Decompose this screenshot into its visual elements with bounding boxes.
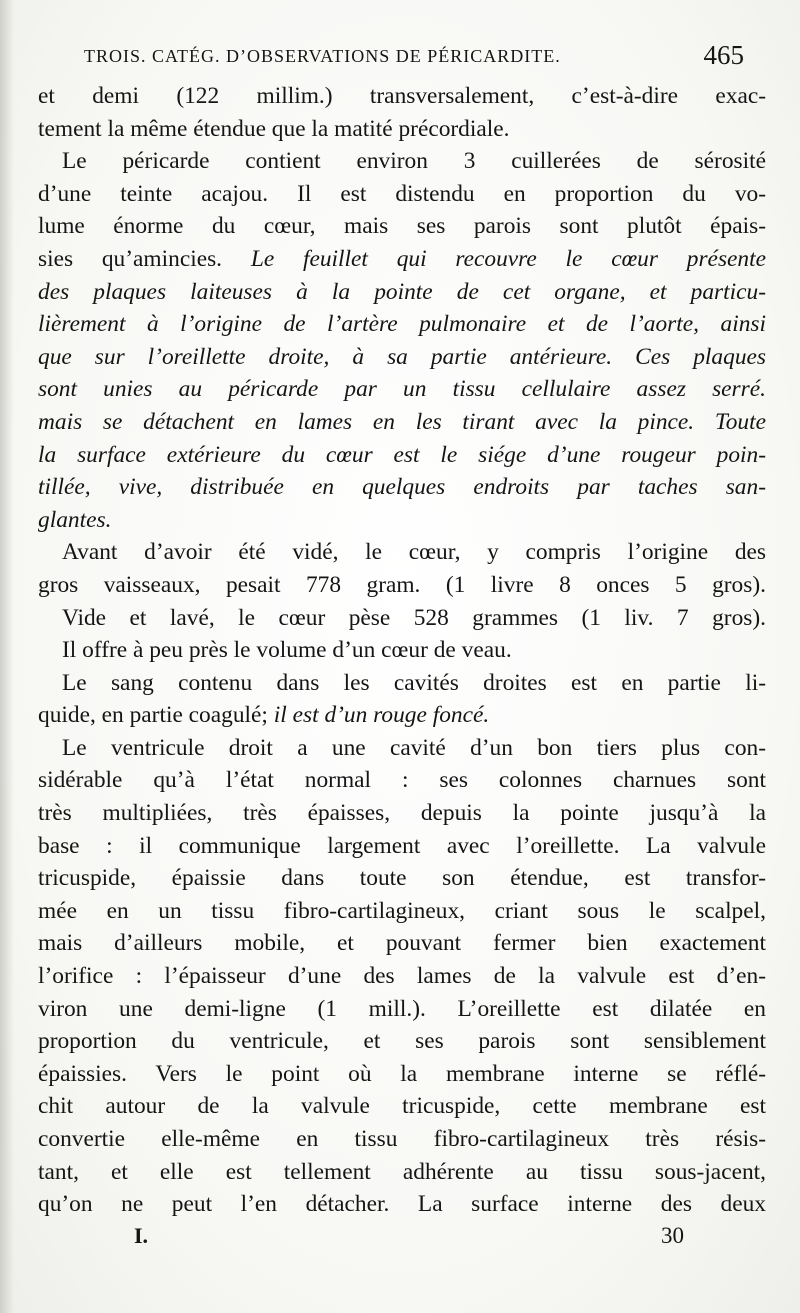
text-line: Il offre à peu près le volume d’un cœur de veau. bbox=[62, 637, 512, 664]
text-line bbox=[38, 243, 766, 276]
text-line: d’une teinte acajou. Il est distendu en proportion du vo- bbox=[38, 180, 766, 207]
roman-segment: quide, en partie coagulé; bbox=[38, 702, 274, 729]
text-line: lume énorme du cœur, mais ses parois sont plutôt épais- bbox=[38, 213, 766, 240]
text-line: proportion du ventricule, et ses parois sont sensiblement bbox=[38, 1028, 766, 1055]
roman-segment: sies qu’amincies. bbox=[38, 245, 251, 272]
page-gutter-shadow bbox=[0, 0, 14, 1313]
text-line: Avant d’avoir été vidé, le cœur, y compris l’origine des bbox=[62, 539, 766, 566]
text-line: Vide et lavé, le cœur pèse 528 grammes (1 liv. 7 gros). bbox=[62, 604, 766, 631]
text-line: épaissies. Vers le point où la membrane interne se réflé- bbox=[38, 1060, 766, 1087]
text-line: et demi (122 millim.) transversalement, c’est-à-dire exac- bbox=[38, 83, 766, 109]
text-line: qu’on ne peut l’en détacher. La surface interne des deux bbox=[38, 1191, 766, 1218]
page-number: 465 bbox=[703, 40, 744, 70]
text-line: mais d’ailleurs mobile, et pouvant fermer bien exactement bbox=[38, 930, 766, 957]
sheet-number: 30 bbox=[661, 1223, 684, 1248]
text-line: Le péricarde contient environ 3 cuillerées de sérosité bbox=[62, 148, 766, 175]
text-line: des plaques laiteuses à la pointe de cet organe, et particu- bbox=[38, 278, 766, 305]
text-line: sont unies au péricarde par un tissu cellulaire assez serré. bbox=[38, 376, 766, 403]
text-line: tillée, vive, distribuée en quelques endroits par taches san- bbox=[38, 474, 766, 501]
text-line: sidérable qu’à l’état normal : ses colonnes charnues sont bbox=[38, 767, 766, 794]
text-line: tricuspide, épaissie dans toute son étendue, est transfor- bbox=[38, 865, 766, 892]
italic-segment: Le feuillet qui recouvre le cœur présente bbox=[250, 245, 766, 272]
page-footer bbox=[134, 1223, 684, 1253]
signature-mark: I. bbox=[134, 1223, 149, 1248]
italic-segment: il est d’un rouge foncé. bbox=[273, 702, 490, 729]
text-line: base : il communique largement avec l’oreillette. La valvule bbox=[38, 832, 766, 859]
body-text bbox=[38, 80, 766, 1221]
running-head: TROIS. CATÉG. D’OBSERVATIONS DE PÉRICARDITE. bbox=[84, 46, 561, 66]
text-line: très multipliées, très épaisses, depuis la pointe jusqu’à la bbox=[38, 800, 766, 827]
text-line: convertie elle-même en tissu fibro-cartilagineux très résis- bbox=[38, 1126, 766, 1152]
text-line: tement la même étendue que la matité précordiale. bbox=[38, 115, 510, 142]
text-line: l’orifice : l’épaisseur d’une des lames de la valvule est d’en- bbox=[38, 963, 766, 990]
text-line: mée en un tissu fibro-cartilagineux, criant sous le scalpel, bbox=[38, 897, 766, 924]
text-line: Le ventricule droit a une cavité d’un bon tiers plus con- bbox=[62, 734, 766, 761]
text-line: glantes. bbox=[38, 506, 112, 533]
text-line: mais se détachent en lames en les tirant avec la pince. Toute bbox=[38, 408, 766, 435]
text-line: gros vaisseaux, pesait 778 gram. (1 livre 8 onces 5 gros). bbox=[38, 571, 766, 598]
text-line: tant, et elle est tellement adhérente au tissu sous-jacent, bbox=[38, 1158, 766, 1185]
text-line: la surface extérieure du cœur est le siége d’une rougeur poin- bbox=[38, 441, 766, 468]
text-line: chit autour de la valvule tricuspide, cette membrane est bbox=[38, 1093, 766, 1120]
text-line: que sur l’oreillette droite, à sa partie antérieure. Ces plaques bbox=[38, 343, 766, 370]
text-line: viron une demi-ligne (1 mill.). L’oreillette est dilatée en bbox=[38, 995, 766, 1022]
text-line bbox=[38, 699, 766, 732]
text-line: lièrement à l’origine de l’artère pulmonaire et de l’aorte, ainsi bbox=[38, 311, 766, 338]
text-line: Le sang contenu dans les cavités droites est en partie li- bbox=[62, 669, 766, 696]
page-header bbox=[84, 40, 744, 74]
